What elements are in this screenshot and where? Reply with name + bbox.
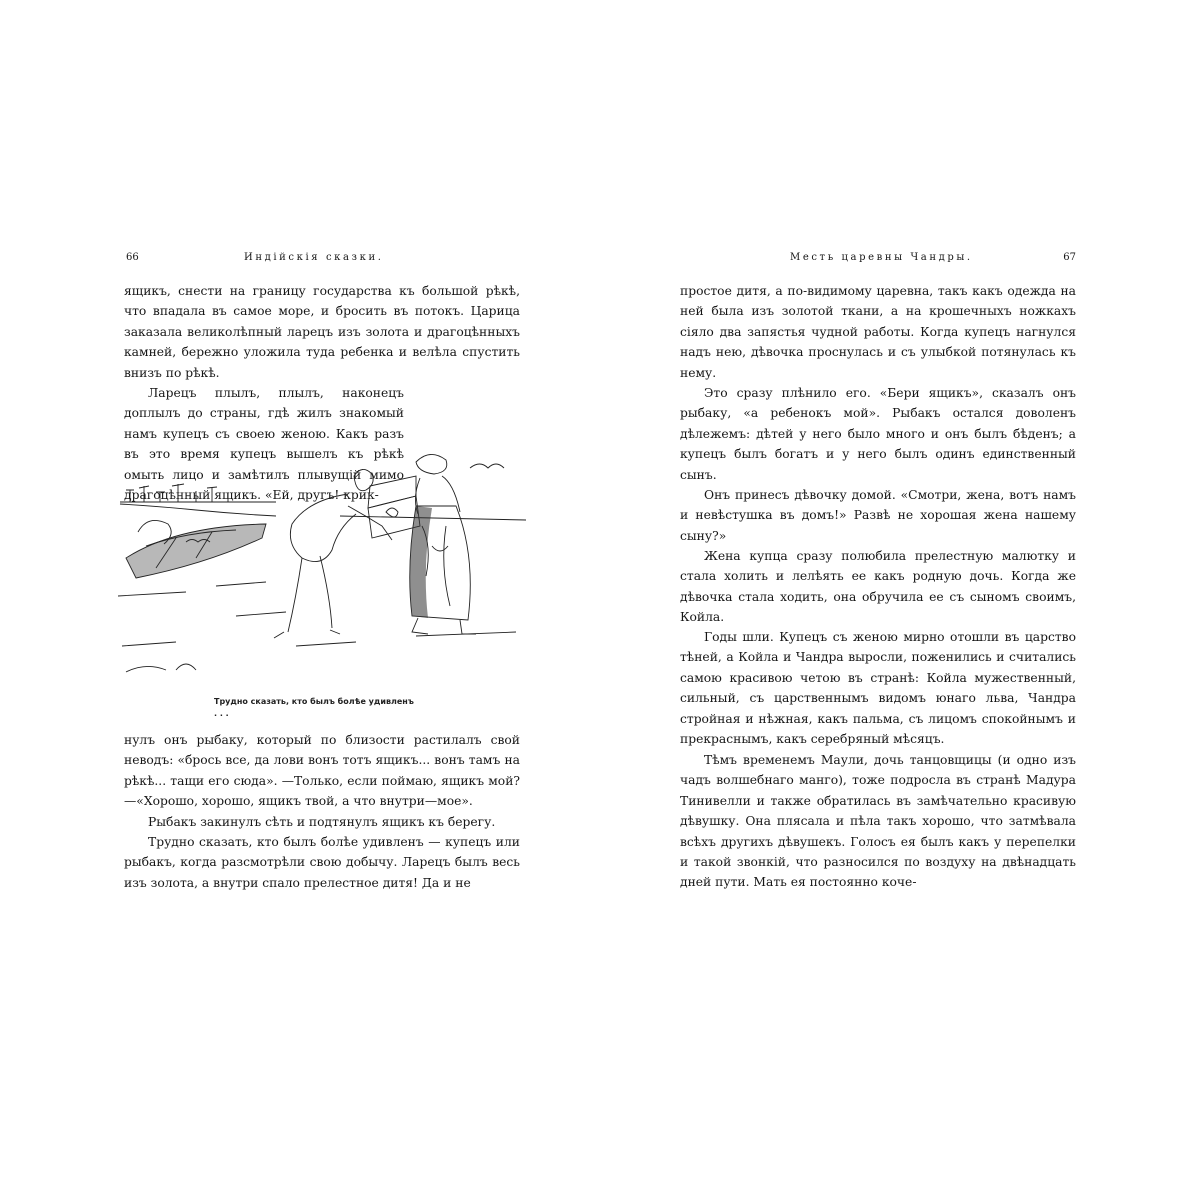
right-page-header <box>680 251 1076 265</box>
fisherman-merchant-illustration <box>116 446 540 686</box>
right-paragraph-3: Онъ принесъ дѣвочку домой. «Смотри, жена, вотъ намъ и невѣстушка въ домъ!» Развѣ не хорошая жена нашему сыну?» <box>680 488 1076 543</box>
right-page <box>680 0 1076 1200</box>
right-paragraph-4: Жена купца сразу полюбила прелестную малютку и стала холить и лелѣять ее какъ родную дочь. Когда же дѣвочка стала ходить, она обручила ее съ сыномъ своимъ, Койла. <box>680 549 1076 625</box>
left-page <box>124 0 520 1200</box>
left-paragraph-4: Рыбакъ закинулъ сѣть и подтянулъ ящикъ къ берегу. <box>148 815 496 829</box>
right-paragraph-2: Это сразу плѣнило его. «Бери ящикъ», сказалъ онъ рыбаку, «а ребенокъ мой». Рыбакъ остался доволенъ дѣлежемъ: дѣтей у него было много и онъ былъ бѣденъ; а купецъ былъ богатъ и у него былъ одинъ единственный сынъ. <box>680 386 1076 482</box>
left-paragraph-2: Ларецъ плылъ, плылъ, наконецъ доплылъ до страны, гдѣ жилъ знакомый намъ купецъ съ своею женою. Какъ разъ въ это время купецъ вышелъ къ рѣкѣ омыть лицо и замѣтилъ плывущiй мимо драгоцѣнный ящикъ. «Ей, другъ! крик- <box>124 386 404 503</box>
left-page-header <box>124 251 520 265</box>
right-paragraph-6: Тѣмъ временемъ Маули, дочь танцовщицы (и одно изъ чадъ волшебнаго манго), тоже подросла въ странѣ Мадура Тинивелли и также обратилась въ замѣчательно красивую дѣвушку. Она плясала и пѣла такъ хорошо, что затмѣвала всѣхъ другихъ дѣвушекъ. Голосъ ея былъ какъ у перепелки и такой звонкiй, что разносился по воздуху на двѣнадцать дней пути. Мать ея постоянно коче- <box>680 753 1076 890</box>
page-number-right: 67 <box>1063 252 1076 263</box>
page-number-left: 66 <box>126 252 139 263</box>
illustration-caption: Трудно сказать, кто былъ болѣе удивленъ . . . <box>214 697 414 718</box>
running-title-left: Индiйскiя сказки. <box>244 252 384 263</box>
right-paragraph-5: Годы шли. Купецъ съ женою мирно отошли въ царство тѣней, а Койла и Чандра выросли, поженились и считались самою красивою четою въ странѣ: Койла мужественный, сильный, съ царственнымъ видомъ юнаго льва, Чандра стройная и нѣжная, какъ пальма, съ лицомъ спокойнымъ и прекраснымъ, какъ серебряный мѣсяцъ. <box>680 630 1076 747</box>
left-paragraph-5: Трудно сказать, кто былъ болѣе удивленъ — купецъ или рыбакъ, когда разсмотрѣли свою добычу. Ларецъ былъ весь изъ золота, а внутри спало прелестное дитя! Да и не <box>124 835 520 890</box>
running-title-right: Месть царевны Чандры. <box>790 252 973 263</box>
left-paragraph-1: ящикъ, снести на границу государства къ большой рѣкѣ, что впадала въ самое море, и бросить въ потокъ. Царица заказала великолѣпный ларецъ изъ золота и драгоцѣнныхъ камней, бережно уложила туда ребенка и велѣла спустить внизъ по рѣкѣ. <box>124 284 520 380</box>
left-paragraph-3: нулъ онъ рыбаку, который по близости растилалъ свой неводъ: «брось все, да лови вонъ тотъ ящикъ... вонъ тамъ на рѣкѣ... тащи его сюда». —Только, если поймаю, ящикъ мой?—«Хорошо, хорошо, ящикъ твой, а что внутри—мое». <box>124 733 520 809</box>
right-paragraph-1: простое дитя, а по-видимому царевна, такъ какъ одежда на ней была изъ золотой ткани, а на крошечныхъ ножкахъ сiяло два запястья чудной работы. Когда купецъ нагнулся надъ нею, дѣвочка проснулась и съ улыбкой потянулась къ нему. <box>680 284 1076 380</box>
